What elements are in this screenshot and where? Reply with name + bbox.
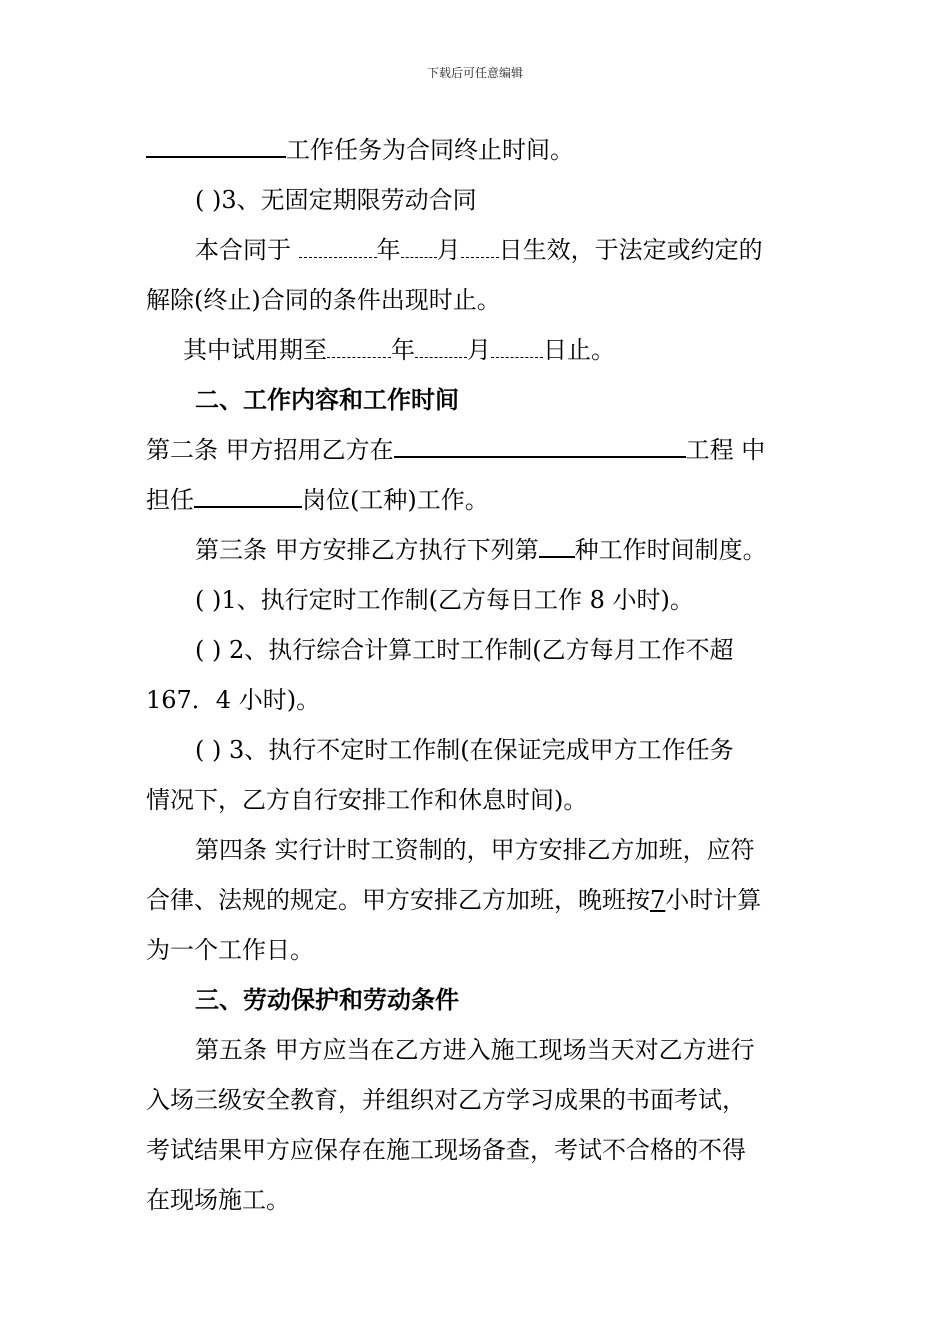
contract-line-8	[146, 484, 816, 516]
section-heading-text: 二、工作内容和工作时间	[195, 385, 459, 414]
contract-line-17	[146, 934, 816, 966]
page-header-note: 下载后可任意编辑	[426, 66, 523, 80]
line-text: 167．4 小时)。	[146, 686, 321, 714]
section-heading-3	[195, 984, 815, 1016]
contract-line-4	[146, 284, 816, 316]
line-text: 在现场施工。	[146, 1186, 290, 1214]
section-heading-2	[195, 384, 815, 416]
overtime-hours-value: 7	[650, 886, 666, 914]
blank-line	[194, 484, 302, 508]
line-text: 第五条 甲方应当在乙方进入施工现场当天对乙方进行	[195, 1036, 755, 1064]
blank-line	[327, 335, 391, 358]
section-heading-text: 三、劳动保护和劳动条件	[195, 985, 459, 1014]
contract-line-1	[146, 134, 816, 166]
line-text: 第四条 实行计时工资制的，甲方安排乙方加班，应符	[195, 836, 755, 864]
contract-line-10	[195, 584, 815, 616]
blank-line	[461, 235, 499, 258]
line-text: 本合同于	[195, 236, 291, 264]
line-text: 岗位(工种)工作。	[302, 486, 489, 514]
blank-line	[401, 235, 437, 258]
line-text: 考试结果甲方应保存在施工现场备查，考试不合格的不得	[146, 1136, 746, 1164]
contract-line-22	[146, 1184, 816, 1216]
line-text: 工作任务为合同终止时间。	[286, 136, 574, 164]
contract-line-7	[146, 434, 816, 466]
contract-line-12	[146, 684, 816, 716]
line-text: 担任	[146, 486, 194, 514]
contract-line-5	[183, 334, 815, 366]
line-text: 为一个工作日。	[146, 936, 314, 964]
line-text: 日生效，于法定或约定的	[498, 236, 763, 264]
contract-line-11	[195, 634, 815, 666]
line-text: 合律、法规的规定。甲方安排乙方加班，晚班按	[146, 886, 650, 914]
contract-line-2	[195, 184, 815, 216]
contract-line-14	[146, 784, 816, 816]
line-text: 解除(终止)合同的条件出现时止。	[146, 286, 501, 314]
line-text: 入场三级安全教育，并组织对乙方学习成果的书面考试，	[146, 1086, 746, 1114]
contract-line-16	[146, 884, 816, 916]
line-text: ( )1、执行定时工作制(乙方每日工作 8 小时)。	[195, 586, 694, 614]
blank-line	[539, 534, 575, 558]
line-text: 小时计算	[665, 886, 762, 914]
contract-line-3	[195, 234, 815, 266]
contract-line-13	[195, 734, 815, 766]
line-text: 月	[467, 336, 491, 364]
blank-line	[415, 335, 467, 358]
line-text: ( ) 3、执行不定时工作制(在保证完成甲方工作任务	[195, 736, 734, 764]
line-text: 年	[391, 336, 415, 364]
blank-line	[146, 134, 286, 158]
line-text: 月	[436, 236, 461, 264]
line-text: 日止。	[543, 336, 615, 364]
blank-line	[394, 434, 686, 458]
line-text: 年	[376, 236, 401, 264]
line-text: 情况下，乙方自行安排工作和休息时间)。	[146, 786, 588, 814]
line-text: 第三条 甲方安排乙方执行下列第	[195, 536, 539, 564]
contract-line-9	[195, 534, 815, 566]
line-text: ( ) 2、执行综合计算工时工作制(乙方每月工作不超	[195, 636, 734, 664]
line-text: 种工作时间制度。	[574, 536, 767, 564]
contract-line-20	[146, 1084, 816, 1116]
line-text: 其中试用期至	[183, 336, 327, 364]
contract-line-21	[146, 1134, 816, 1166]
line-text: 第二条 甲方招用乙方在	[146, 436, 394, 464]
blank-line	[299, 235, 377, 258]
contract-line-15	[195, 834, 815, 866]
line-text: ( )3、无固定期限劳动合同	[195, 186, 477, 214]
blank-line	[491, 335, 543, 358]
line-text: 工程 中	[685, 436, 766, 464]
contract-line-19	[195, 1034, 815, 1066]
